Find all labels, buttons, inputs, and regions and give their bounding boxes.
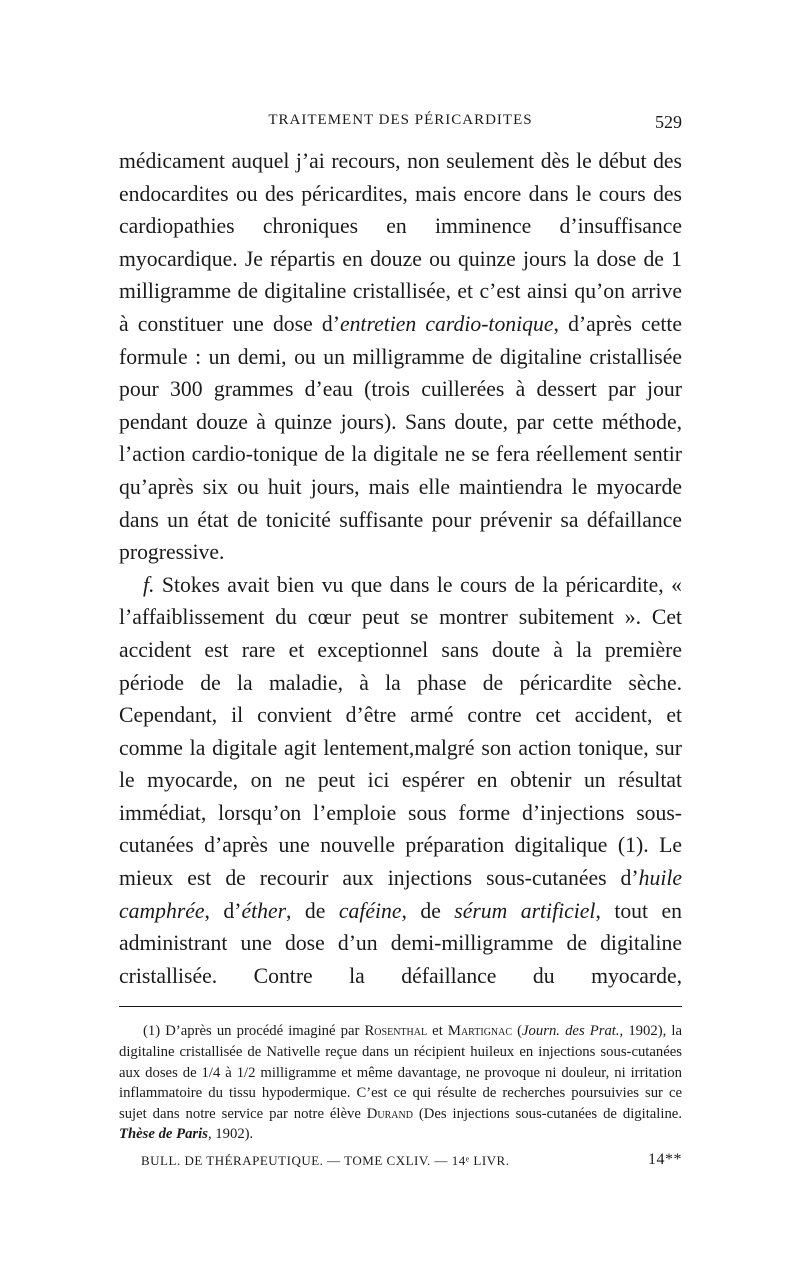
italic-term: sérum artificiel (454, 898, 596, 923)
document-page (119, 112, 682, 1173)
body-text (119, 145, 682, 992)
page-number: 529 (655, 112, 682, 132)
italic-term: éther (241, 898, 287, 923)
italic-term: caféine (338, 898, 402, 923)
footnote: (1) D’après un procédé imaginé par Rosenthal et Martignac (Journ. des Prat., 1902), la digitaline cristallisée de Nativelle reçue dans un récipient huileux en injections sous-cutanées aux doses de 1/4 à 1/2 milligramme et même davantage, ne provoque ni douleur, ni irritation inflammatoire du tissu hypodermique. C’est ce qui résulte de recherches poursuivies sur ce sujet dans notre service par notre élève Durand (Des injections sous-cutanées de digitaline. Thèse de Paris, 1902). (119, 1023, 682, 1143)
italic-term: huile camphrée (119, 866, 682, 923)
footnote-rule (119, 1006, 682, 1007)
running-head (119, 112, 682, 136)
thesis-title: Thèse de Paris (119, 1126, 208, 1143)
page-footer (119, 1153, 682, 1173)
footer-signature: BULL. DE THÉRAPEUTIQUE. — TOME CXLIV. — 14ᵉ LIVR. (141, 1153, 510, 1168)
paragraph: f. Stokes avait bien vu que dans le cours de la péricardite, « l’affaiblissement du cœur peut se montrer subitement ». Cet accident est rare et exceptionnel sans doute à la première période de la maladie, à la phase de péricardite sèche. Cependant, il convient d’être armé contre cet accident, et comme la digitale agit lentement,malgré son action tonique, sur le myocarde, on ne peut ici espérer en obtenir un résultat immédiat, lorsqu’on l’emploie sous forme d’injections sous-cutanées d’après une nouvelle préparation digitalique (1). Le mieux est de recourir aux injections sous-cutanées d’huile camphrée, d’éther, de caféine, de sérum artificiel, tout en administrant une dose d’un demi-milligramme de digitaline cristallisée. Contre la défaillance du myocarde, (119, 572, 682, 988)
italic-term: entretien cardio-tonique (339, 311, 554, 336)
footer-sheet-mark: 14** (648, 1151, 682, 1168)
author-name: Martignac (447, 1023, 513, 1040)
author-name: Rosenthal (364, 1023, 428, 1040)
running-title: TRAITEMENT DES PÉRICARDITES (268, 112, 533, 128)
italic-term: f. (143, 572, 155, 597)
author-name: Durand (366, 1105, 413, 1122)
journal-title: Journ. des Prat. (522, 1023, 620, 1040)
paragraph: médicament auquel j’ai recours, non seulement dès le début des endocardites ou des péricardites, mais encore dans le cours des cardiopathies chroniques en imminence d’insuffisance myocardique. Je répartis en douze ou quinze jours la dose de 1 milligramme de digitaline cristallisée, et c’est ainsi qu’on arrive à constituer une dose d’entretien cardio-tonique, d’après cette formule : un demi, ou un milligramme de digitaline cristallisée pour 300 grammes d’eau (trois cuillerées à dessert par jour pendant douze à quinze jours). Sans doute, par cette méthode, l’action cardio-tonique de la digitale ne se fera réellement sentir qu’après six ou huit jours, mais elle maintiendra le myocarde dans un état de tonicité suffisante pour prévenir sa défaillance progressive. (119, 149, 683, 565)
